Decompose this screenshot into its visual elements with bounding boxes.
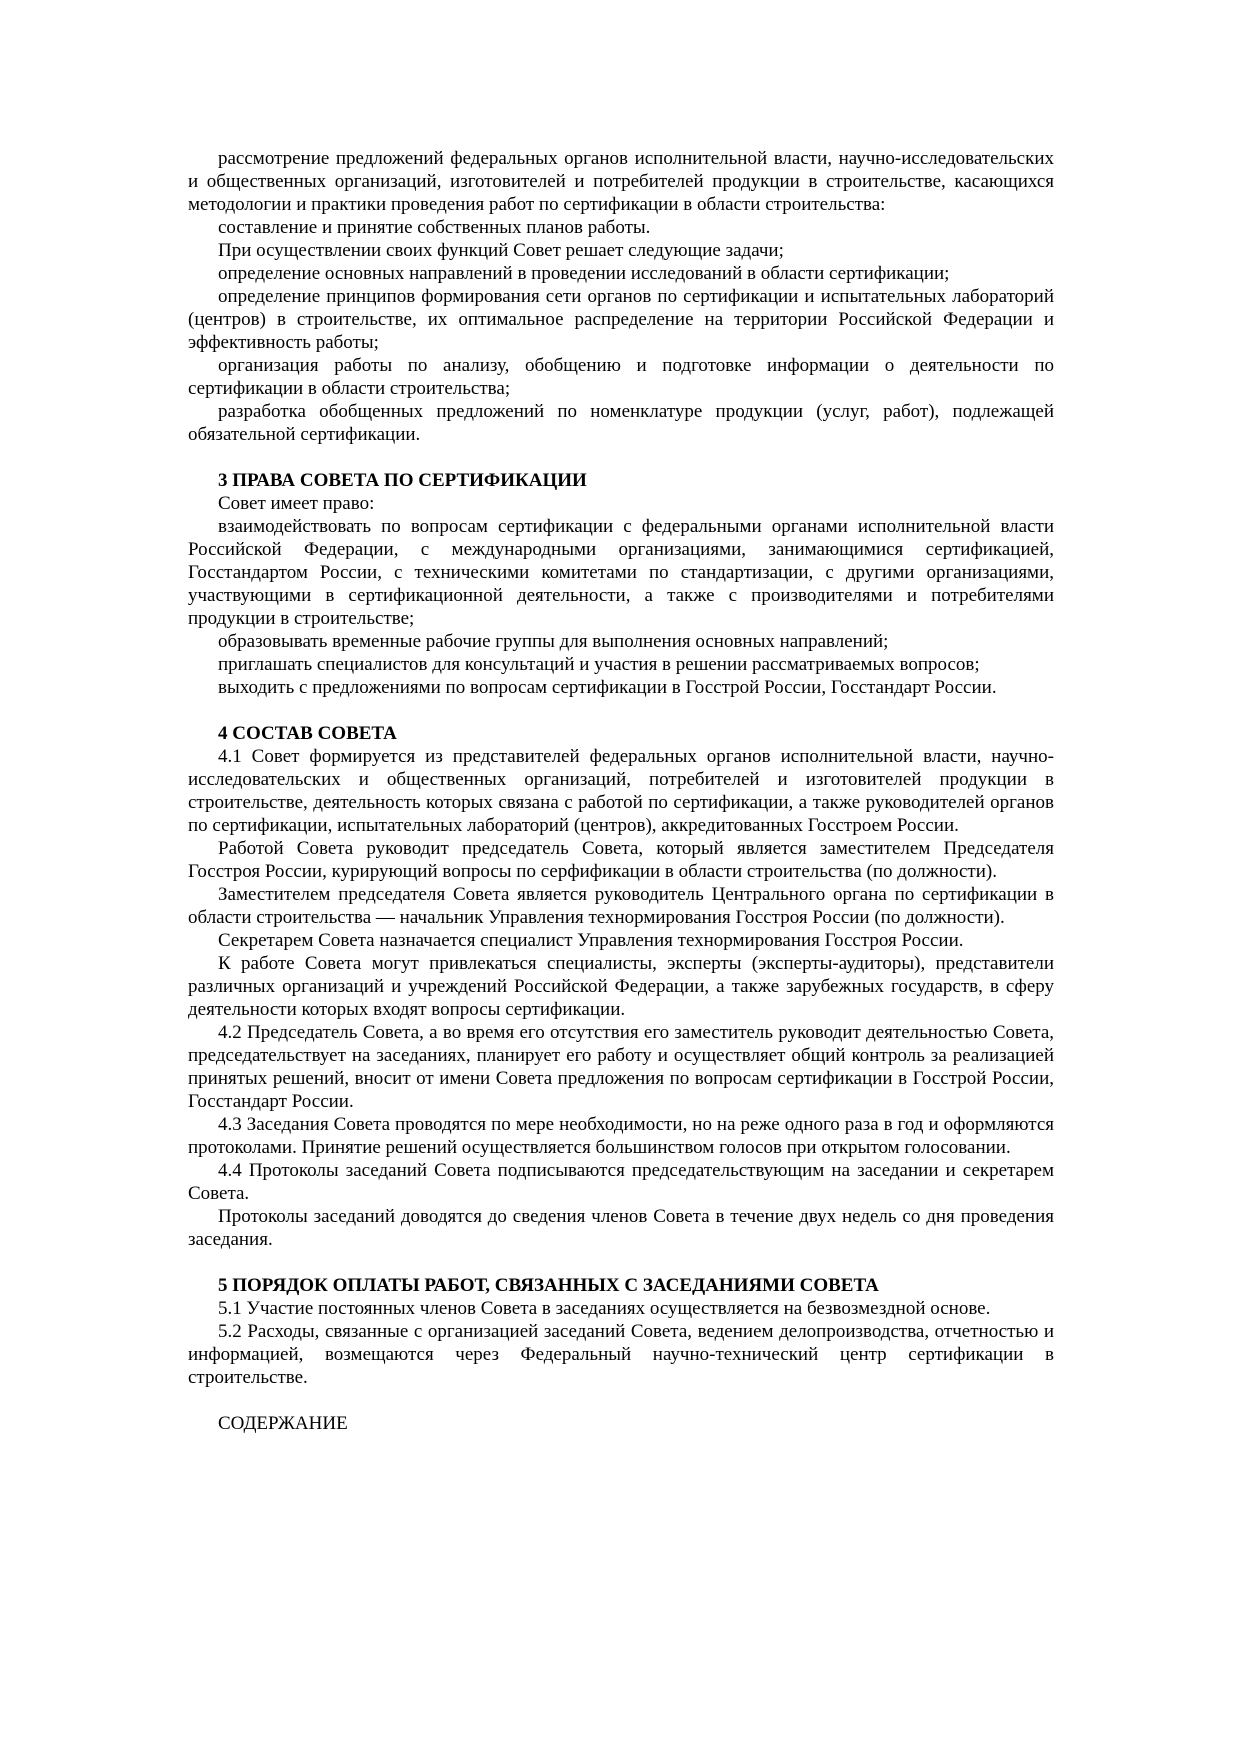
paragraph: Протоколы заседаний доводятся до сведения членов Совета в течение двух недель со дня проведения заседания.: [188, 1206, 1054, 1250]
paragraph: 4.1 Совет формируется из представителей федеральных органов исполнительной власти, научно-исследовательских и общественных организаций, потребителей и изготовителей продукции в строительстве, деятельность которых связана с работой по сертификации, а также руководителей органов по сертификации, испытательных лабораторий (центров), аккредитованных Госстроем России.: [188, 746, 1054, 836]
section-4: [188, 722, 1054, 1251]
section-3: [188, 469, 1054, 699]
section-heading: 4 СОСТАВ СОВЕТА: [218, 723, 397, 744]
section-2-tail: [188, 147, 1054, 446]
paragraph: выходить с предложениями по вопросам сертификации в Госстрой России, Госстандарт России.: [218, 677, 997, 698]
paragraph: разработка обобщенных предложений по номенклатуре продукции (услуг, работ), подлежащей обязательной сертификации.: [188, 401, 1054, 445]
paragraph: рассмотрение предложений федеральных органов исполнительной власти, научно-исследовательских и общественных организаций, изготовителей и потребителей продукции в строительстве, касающихся методологии и практики проведения работ по сертификации в области строительства:: [188, 148, 1054, 215]
contents-heading: СОДЕРЖАНИЕ: [218, 1413, 348, 1434]
paragraph: Совет имеет право:: [218, 493, 375, 514]
spacer: [188, 1389, 1054, 1412]
spacer: [188, 446, 1054, 469]
paragraph: определение принципов формирования сети органов по сертификации и испытательных лабораторий (центров) в строительстве, их оптимальное распределение на территории Российской Федерации и эффективность работы;: [188, 286, 1054, 353]
paragraph: образовывать временные рабочие группы для выполнения основных направлений;: [218, 631, 889, 652]
paragraph: 4.2 Председатель Совета, а во время его отсутствия его заместитель руководит деятельностью Совета, председательствует на заседаниях, планирует его работу и осуществляет общий контроль за реализацией принятых решений, вносит от имени Совета предложения по вопросам сертификации в Госстрой России, Госстандарт России.: [188, 1022, 1054, 1112]
spacer: [188, 1251, 1054, 1274]
paragraph: приглашать специалистов для консультаций и участия в решении рассматриваемых вопросов;: [218, 654, 980, 675]
paragraph: 5.2 Расходы, связанные с организацией заседаний Совета, ведением делопроизводства, отчетностью и информацией, возмещаются через Федеральный научно-технический центр сертификации в строительстве.: [188, 1321, 1054, 1388]
paragraph: определение основных направлений в проведении исследований в области сертификации;: [218, 263, 950, 284]
paragraph: 4.3 Заседания Совета проводятся по мере необходимости, но на реже одного раза в год и оформляются протоколами. Принятие решений осуществляется большинством голосов при открытом голосовании.: [188, 1114, 1054, 1158]
paragraph: взаимодействовать по вопросам сертификации с федеральными органами исполнительной власти Российской Федерации, с международными организациями, занимающимися сертификацией, Госстандартом России, с техническими комитетами по стандартизации, с другими организациями, участвующими в сертификационной деятельности, а также с производителями и потребителями продукции в строительстве;: [188, 516, 1054, 629]
paragraph: К работе Совета могут привлекаться специалисты, эксперты (эксперты-аудиторы), представители различных организаций и учреждений Российской Федерации, а также зарубежных государств, в сферу деятельности которых входят вопросы сертификации.: [188, 953, 1054, 1020]
section-5: [188, 1274, 1054, 1389]
paragraph: Секретарем Совета назначается специалист Управления технормирования Госстроя России.: [218, 930, 964, 951]
section-heading: 5 ПОРЯДОК ОПЛАТЫ РАБОТ, СВЯЗАННЫХ С ЗАСЕДАНИЯМИ СОВЕТА: [218, 1275, 879, 1296]
document-page: [188, 147, 1054, 1435]
paragraph: Заместителем председателя Совета является руководитель Центрального органа по сертификации в области строительства — начальник Управления технормирования Госстроя России (по должности).: [188, 884, 1054, 928]
paragraph: составление и принятие собственных планов работы.: [218, 217, 651, 238]
spacer: [188, 699, 1054, 722]
paragraph: 5.1 Участие постоянных членов Совета в заседаниях осуществляется на безвозмездной основе.: [218, 1298, 991, 1319]
section-heading: 3 ПРАВА СОВЕТА ПО СЕРТИФИКАЦИИ: [218, 470, 587, 491]
paragraph: 4.4 Протоколы заседаний Совета подписываются председательствующим на заседании и секретарем Совета.: [188, 1160, 1054, 1204]
paragraph: При осуществлении своих функций Совет решает следующие задачи;: [218, 240, 784, 261]
paragraph: Работой Совета руководит председатель Совета, который является заместителем Председателя Госстроя России, курирующий вопросы по серфификации в области строительства (по должности).: [188, 838, 1054, 882]
paragraph: организация работы по анализу, обобщению и подготовке информации о деятельности по сертификации в области строительства;: [188, 355, 1054, 399]
